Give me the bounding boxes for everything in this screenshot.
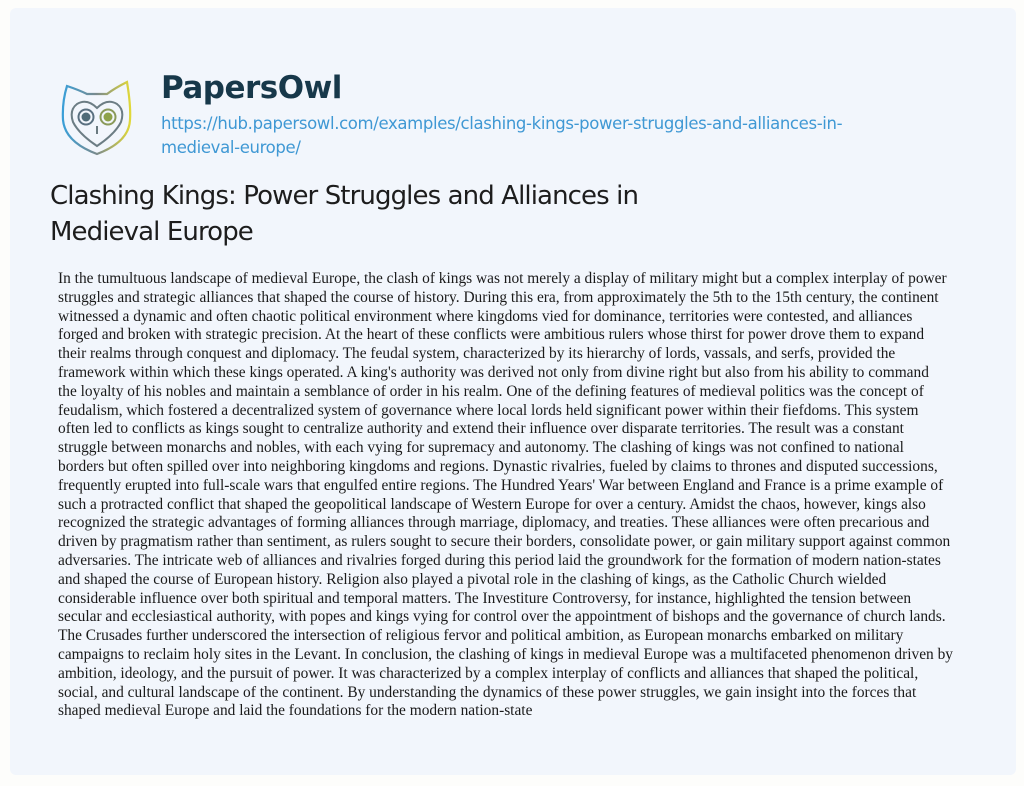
body-line: struggle between monarchs and nobles, with each vying for supremacy and autonomy. The clashing of kings was not confined to national (58, 439, 904, 457)
body-line: considerable influence over both spiritual and temporal matters. The Investiture Controversy, for instance, highlighted the tension between (58, 589, 912, 607)
body-line: driven by pragmatism rather than sentiment, as rulers sought to secure their borders, consolidate power, or gain military support against common (58, 533, 951, 551)
body-line: forged and broken with strategic precision. At the heart of these conflicts were ambitious rulers whose thirst for power drove them to expand (58, 326, 925, 344)
url-line[interactable]: https://hub.papersowl.com/examples/clashing-kings-power-struggles-and-alliances-in- (161, 114, 843, 133)
body-line: frequently erupted into full-scale wars that engulfed entire regions. The Hundred Years' War between England and France is a prime example of (58, 476, 944, 494)
document-panel (10, 8, 1016, 775)
body-line: their realms through conquest and diplomacy. The feudal system, characterized by its hierarchy of lords, vassals, and serfs, provided the (58, 345, 896, 363)
body-line: such a protracted conflict that shaped the geopolitical landscape of Western Europe for over a century. Amidst the chaos, however, kings also (58, 495, 926, 513)
body-line: borders but often spilled over into neighboring kingdoms and regions. Dynastic rivalries, fueled by claims to thrones and disputed successions, (58, 457, 938, 475)
owl-logo-icon (57, 76, 137, 158)
article-body (58, 270, 1018, 721)
title-line: Medieval Europe (50, 217, 253, 247)
body-line: framework within which these kings operated. A king's authority was derived not only from divine right but also from his ability to command (58, 363, 929, 381)
body-line: the loyalty of his nobles and maintain a semblance of order in his realm. One of the defining features of medieval politics was the concept of (58, 382, 924, 400)
title-line: Clashing Kings: Power Struggles and Alliances in (50, 181, 639, 211)
body-line: witnessed a dynamic and often chaotic political environment where kingdoms vied for dominance, territories were contested, and alliances (58, 307, 913, 325)
body-line: often led to conflicts as kings sought to centralize authority and extend their influence over disparate territories. The result was a constant (58, 420, 904, 438)
article-url-link[interactable] (161, 112, 901, 160)
body-line: social, and cultural landscape of the continent. By understanding the dynamics of these power struggles, we gain insight into the forces that (58, 683, 917, 701)
brand-name[interactable]: PapersOwl (161, 70, 342, 106)
body-line: recognized the strategic advantages of forming alliances through marriage, diplomacy, and treaties. These alliances were often precarious and (58, 514, 930, 532)
body-line: In the tumultuous landscape of medieval Europe, the clash of kings was not merely a display of military might but a complex interplay of power (58, 270, 947, 287)
url-line[interactable]: medieval-europe/ (161, 138, 301, 157)
body-line: ambition, ideology, and the pursuit of power. It was characterized by a complex interplay of conflicts and alliances that shaped the political, (58, 664, 919, 682)
body-line: adversaries. The intricate web of alliances and rivalries forged during this period laid the groundwork for the formation of modern nation-states (58, 551, 941, 569)
body-line: The Crusades further underscored the intersection of religious fervor and political ambition, as European monarchs embarked on military (58, 627, 904, 645)
body-line: campaigns to reclaim holy sites in the Levant. In conclusion, the clashing of kings in medieval Europe was a multifaceted phenomenon driven by (58, 645, 953, 663)
body-line: shaped medieval Europe and laid the foundations for the modern nation-state (58, 702, 533, 720)
body-line: and shaped the course of European history. Religion also played a pivotal role in the clashing of kings, as the Catholic Church wielded (58, 570, 887, 588)
body-line: secular and ecclesiastical authority, with popes and kings vying for control over the appointment of bishops and the governance of church lands. (58, 608, 946, 626)
article-title (50, 178, 750, 250)
site-header (57, 68, 957, 168)
body-line: feudalism, which fostered a decentralized system of governance where local lords held significant power within their fiefdoms. This system (58, 401, 919, 419)
body-line: struggles and strategic alliances that shaped the course of history. During this era, from approximately the 5th to the 15th century, the continent (58, 288, 939, 306)
